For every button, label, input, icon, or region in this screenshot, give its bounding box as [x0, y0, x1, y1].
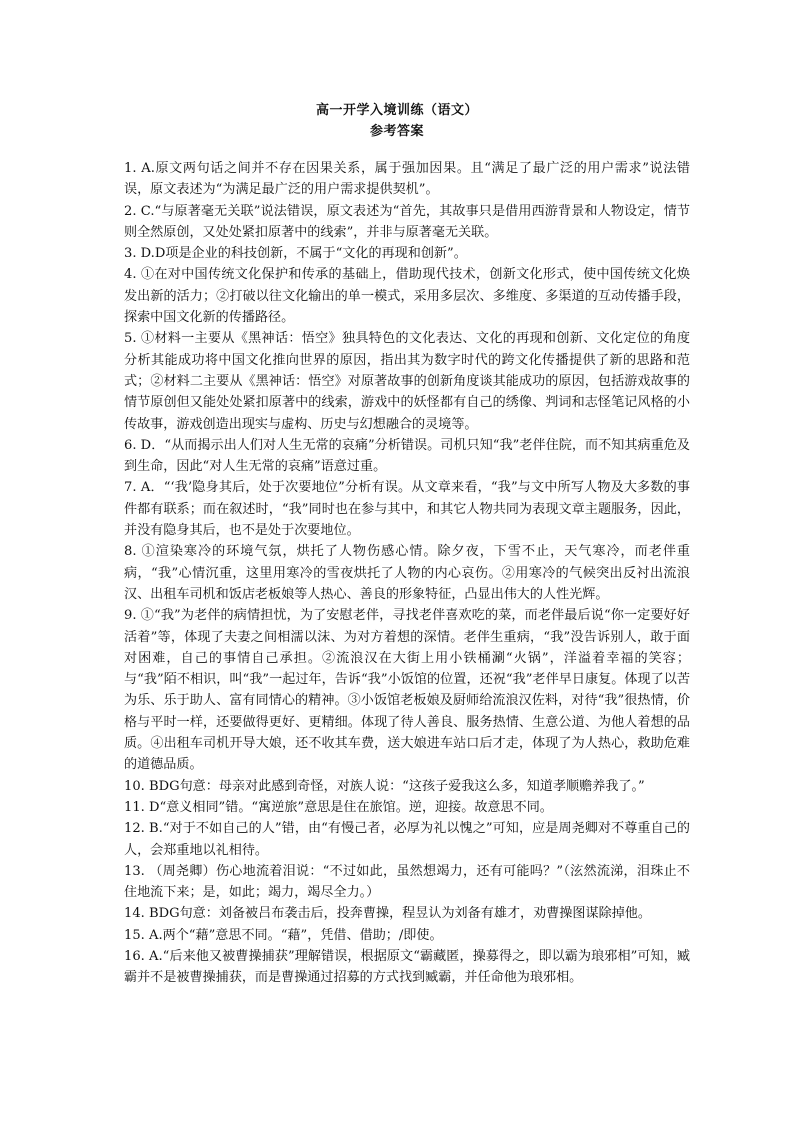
- answer-11: 11. D“意义相同”错。“寓逆旅”意思是住在旅馆。逆，迎接。故意思不同。: [124, 799, 553, 815]
- answer-3: 3. D.D项是企业的科技创新，不属于“文化的再现和创新”。: [124, 246, 467, 262]
- answer-10: 10. BDG句意：母亲对此感到奇怪，对族人说：“这孩子爱我这么多，知道孝顺赡养我了。”: [124, 778, 645, 794]
- answer-13: 13. （周尧卿）伤心地流着泪说：“不过如此，虽然想竭力，还有可能吗？”（泫然流涕，泪珠止不住地流下来；是，如此；竭力，竭尽全力。）: [124, 863, 690, 901]
- answer-14: 14. BDG句意：刘备被吕布袭击后，投奔曹操，程昱认为刘备有雄才，劝曹操图谋除掉他。: [124, 906, 651, 922]
- answer-16: 16. A.“后来他又被曹操捕获”理解错误，根据原文“霸藏匿，操募得之，即以霸为琅邪相”可知，臧霸并不是被曹操捕获，而是曹操通过招募的方式找到臧霸，并任命他为琅邪相。: [124, 948, 690, 986]
- answer-6: 6. D．“从而揭示出人们对人生无常的哀痛”分析错误。司机只知“我”老伴住院，而不知其病重危及到生命，因此“对人生无常的哀痛”语意过重。: [124, 437, 690, 475]
- answer-1: 1. A.原文两句话之间并不存在因果关系，属于强加因果。且“满足了最广泛的用户需求”说法错误，原文表述为“为满足最广泛的用户需求提供契机”。: [124, 161, 690, 198]
- document-subtitle: 参考答案: [369, 124, 424, 139]
- answer-15: 15. A.两个“藉”意思不同。“藉”，凭借、借助；/即使。: [124, 927, 443, 943]
- answer-8: 8. ①渲染寒冷的环境气氛，烘托了人物伤感心情。除夕夜，下雪不止，天气寒冷，而老伴重病，“我”心情沉重，这里用寒冷的雪夜烘托了人物的内心哀伤。②用寒冷的气候突出反衬出流浪汉、出租车司机和饭店老板娘等人热心、善良的形象特征，凸显出伟大的人性光辉。: [124, 544, 690, 602]
- answer-12: 12. B.“对于不如自己的人”错，由“有慢己者，必厚为礼以愧之”可知，应是周尧卿对不尊重自己的人，会郑重地以礼相待。: [124, 821, 690, 858]
- answer-list: [124, 158, 690, 989]
- answer-4: 4. ①在对中国传统文化保护和传承的基础上，借助现代技术，创新文化形式，使中国传统文化焕发出新的活力；②打破以往文化输出的单一模式，采用多层次、多维度、多渠道的互动传播手段，探索中国文化新的传播路径。: [124, 267, 690, 326]
- answer-5: 5. ①材料一主要从《黑神话：悟空》独具特色的文化表达、文化的再现和创新、文化定位的角度分析其能成功将中国文化推向世界的原因，指出其为数字时代的跨文化传播提供了新的思路和范式；②材料二主要从《黑神话：悟空》对原著故事的创新角度谈其能成功的原因，包括游戏故事的情节原创但又能处处紧扣原著中的线索，游戏中的妖怪都有自己的绣像、判词和志怪笔记风格的小传故事，游戏创造出现实与虚构、历史与幻想融合的灵境等。: [124, 331, 690, 432]
- answer-2: 2. C.“与原著毫无关联”说法错误，原文表述为“首先，其故事只是借用西游背景和人物设定，情节则全然原创，又处处紧扣原著中的线索”，并非与原著毫无关联。: [124, 203, 690, 240]
- answer-9: 9. ①“我”为老伴的病情担忧，为了安慰老伴，寻找老伴喜欢吃的菜，而老伴最后说“你一定要好好活着”等，体现了夫妻之间相濡以沫、为对方着想的深情。老伴生重病，“我”没告诉别人，敢于面对困难，自己的事情自己承担。②流浪汉在大街上用小铁桶涮“火锅”，洋溢着幸福的笑容；与“我”陌不相识，叫“我”一起过年，告诉“我”小饭馆的位置，还祝“我”老伴早日康复。体现了以苦为乐、乐于助人、富有同情心的精神。③小饭馆老板娘及厨师给流浪汉佐料，对待“我”很热情，价格与平时一样，还要做得更好、更精细。体现了待人善良、服务热情、生意公道、为他人着想的品质。④出租车司机开导大娘，还不收其车费，送大娘进车站口后才走，体现了为人热心，救助危难的道德品质。: [124, 608, 690, 773]
- answer-7: 7. A．“‘我’隐身其后，处于次要地位”分析有误。从文章来看，“我”与文中所写人物及大多数的事件都有联系；而在叙述时，“我”同时也在参与其中，和其它人物共同为表现文章主题服务，因此，并没有隐身其后，也不是处于次要地位。: [124, 480, 690, 539]
- document-title: 高一开学入境训练（语文）: [315, 103, 478, 118]
